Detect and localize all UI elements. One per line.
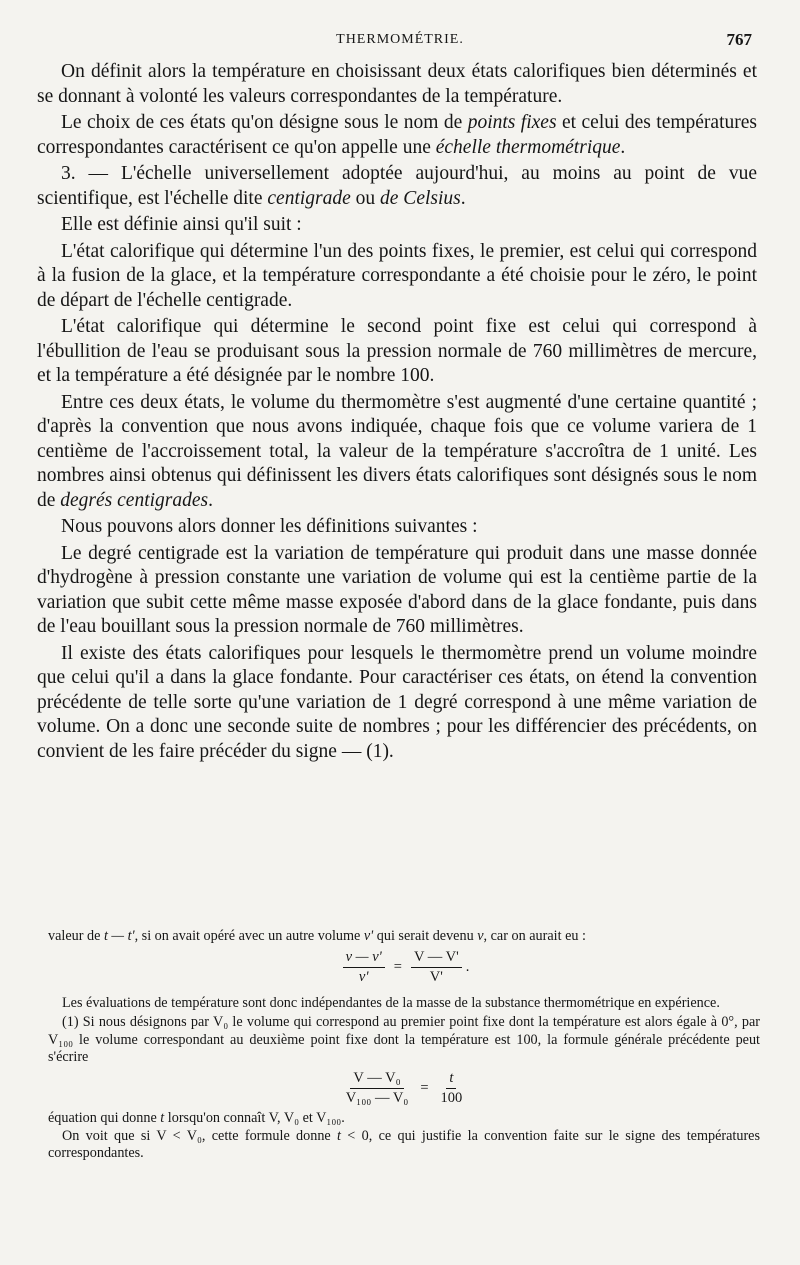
footnote-conclusion: On voit que si V < V₀, cette formule donne t < 0, ce qui justifie la convention faite sur le signe des températures correspondantes.: [48, 1127, 760, 1162]
page-header: [0, 28, 800, 54]
paragraph-degree-definition: Le degré centigrade est la variation de température qui produit dans une masse donnée d'hydrogène à pression constante une variation de volume qui est la centième partie de la variation que subit cette même masse exposée d'abord dans de la glace fondante, puis dans de l'eau bouillant sous la pression normale de 760 millimètres.: [37, 542, 757, 637]
formula-numerator: v — v': [343, 949, 385, 968]
paragraph-negative: Il existe des états calorifiques pour lesquels le thermomètre prend un volume moindre que celui qu'il a dans la glace fondante. Pour caractériser ces états, on étend la convention précédente de telle sorte qu'une variation de 1 degré correspond à une même variation de volume. On a donc une seconde suite de nombres ; pour les différencier des précédents, on convient de les faire précéder du signe — (1).: [37, 642, 757, 762]
footnote-equation-note: équation qui donne t lorsqu'on connaît V, V₀ et V₁₀₀.: [48, 1109, 345, 1126]
paragraph-intro: Elle est définie ainsi qu'il suit :: [61, 214, 302, 235]
formula-volume-ratio: $\frac{v — v'}{v'}$ = $\frac{V — V'}{V'}$ .: [48, 949, 760, 986]
formula-numerator: t: [446, 1070, 456, 1089]
paragraph-degrees: Entre ces deux états, le volume du thermomètre s'est augmenté d'une certaine quantité ; d'après la convention que nous avons indiquée, chaque fois que ce volume variera de 1 centième de l'accroissement total, la valeur de la température s'accroîtra de 1 unité. Les nombres ainsi obtenus qui définissent les divers états calorifiques sont désignés sous le nom de degrés centigrades.: [37, 391, 757, 511]
footnote-continuation: valeur de t — t', si on avait opéré avec un autre volume v' qui serait devenu v, car on aurait eu :: [48, 928, 586, 944]
paragraph-second-point: L'état calorifique qui détermine le second point fixe est celui qui correspond à l'ébullition de l'eau se produisant sous la pression normale de 760 millimètres de mercure, et la température a été désignée par le nombre 100.: [37, 316, 757, 386]
footnote-mass-independence: Les évaluations de température sont donc indépendantes de la masse de la substance thermométrique en expérience.: [62, 994, 720, 1011]
page-number: 767: [726, 30, 752, 49]
paragraph-first-point: L'état calorifique qui détermine l'un des points fixes, le premier, est celui qui correspond à la fusion de la glace, et la température correspondante a été choisie pour le zéro, le point de départ de l'échelle centigrade.: [37, 240, 757, 311]
formula-denominator: v': [358, 968, 369, 985]
formula-numerator: V — V': [411, 949, 462, 968]
paragraph-fixed-points: Le choix de ces états qu'on désigne sous le nom de points fixes et celui des températures correspondantes caractérisent ce qu'on appelle une échelle thermométrique.: [37, 112, 757, 158]
paragraph-definition: On définit alors la température en choisissant deux états calorifiques bien déterminés et se donnant à volonté les valeurs correspondantes de la température.: [37, 61, 757, 107]
running-head: THERMOMÉTRIE.: [336, 32, 464, 47]
formula-denominator: 100: [440, 1089, 463, 1106]
formula-temperature: $\frac{\text{V — V₀}}{\text{V₁₀₀ — V₀}}$ = $\frac{t}{100}$: [48, 1070, 760, 1107]
formula-denominator: V': [429, 968, 443, 985]
section-number: 3.: [61, 163, 76, 184]
main-text: [37, 60, 757, 764]
footnote-1: (1) Si nous désignons par V₀ le volume qui correspond au premier point fixe dont la température est alors égale à 0°, par V₁₀₀ le volume correspondant au deuxième point fixe dont la température est 100, la formule générale précédente peut s'écrire: [48, 1014, 760, 1066]
footnotes: [48, 928, 760, 1163]
paragraph-section-3: 3. — L'échelle universellement adoptée aujourd'hui, au moins au point de vue scientifique, est l'échelle dite centigrade ou de Celsius.: [37, 163, 757, 209]
paragraph-definitions-intro: Nous pouvons alors donner les définitions suivantes :: [61, 516, 478, 537]
formula-numerator: V — V₀: [350, 1070, 403, 1089]
formula-denominator: V₁₀₀ — V₀: [345, 1089, 409, 1106]
